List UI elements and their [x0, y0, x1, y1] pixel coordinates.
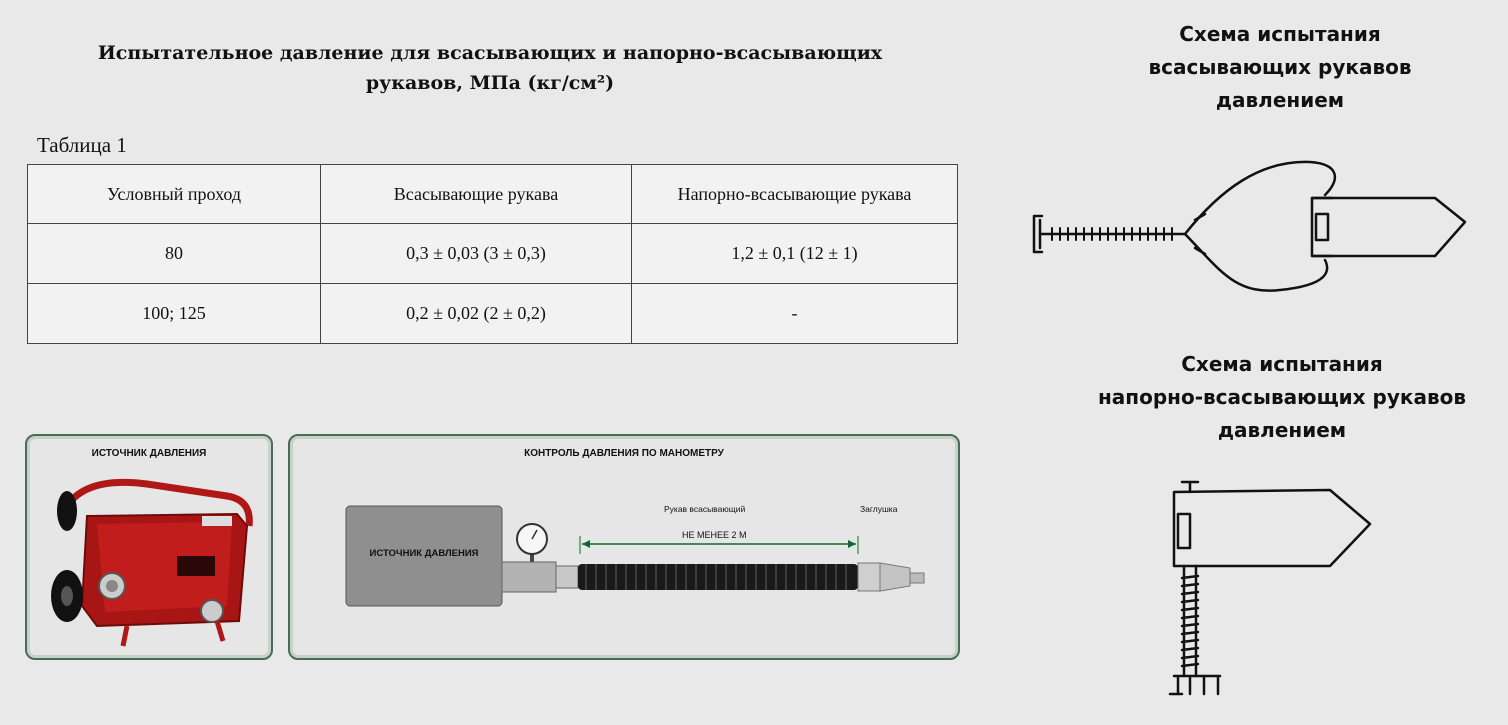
- scheme1-line-3: давлением: [1215, 88, 1345, 112]
- pressure-source-panel: [25, 434, 273, 660]
- pressure-table: [27, 164, 958, 344]
- hose-label: Рукав всасывающий: [664, 504, 746, 514]
- scheme1-line-1: Схема испытания: [1179, 22, 1381, 46]
- plug-label: Заглушка: [860, 504, 898, 514]
- header-cell: Напорно-всасывающие рукава: [632, 165, 958, 224]
- table-header-row: [28, 165, 958, 224]
- scheme1-line-2: всасывающих рукавов: [1148, 55, 1412, 79]
- title-line-2: рукавов, МПа (кг/см²): [365, 72, 615, 94]
- page-title: [40, 38, 940, 98]
- table-cell: 100; 125: [28, 284, 321, 344]
- length-label: НЕ МЕНЕЕ 2 М: [682, 530, 747, 540]
- table-cell: 80: [28, 224, 321, 284]
- table-row: [28, 224, 958, 284]
- scheme1-title: [1100, 18, 1460, 117]
- header-cell: Всасывающие рукава: [321, 165, 632, 224]
- panel-right-title: КОНТРОЛЬ ДАВЛЕНИЯ ПО МАНОМЕТРУ: [524, 448, 724, 459]
- pump-illustration: [27, 436, 271, 658]
- scheme2-title: [1072, 348, 1492, 447]
- source-box-label: ИСТОЧНИК ДАВЛЕНИЯ: [369, 548, 479, 559]
- scheme2-line-1: Схема испытания: [1181, 352, 1383, 376]
- scheme2-line-3: давлением: [1217, 418, 1347, 442]
- scheme2-diagram: [1160, 470, 1400, 710]
- scheme1-diagram: [1020, 150, 1500, 310]
- pressure-control-panel: [288, 434, 960, 660]
- header-cell: Условный проход: [28, 165, 321, 224]
- title-line-1: Испытательное давление для всасывающих и напорно-всасывающих: [97, 42, 883, 64]
- panel-left-title: ИСТОЧНИК ДАВЛЕНИЯ: [91, 448, 207, 459]
- table-cell: -: [632, 284, 958, 344]
- table-cell: 1,2 ± 0,1 (12 ± 1): [632, 224, 958, 284]
- table-row: [28, 284, 958, 344]
- test-setup-diagram: [290, 436, 958, 658]
- table-cell: 0,3 ± 0,03 (3 ± 0,3): [321, 224, 632, 284]
- scheme2-line-2: напорно-всасывающих рукавов: [1097, 385, 1467, 409]
- table-cell: 0,2 ± 0,02 (2 ± 0,2): [321, 284, 632, 344]
- table-caption: Таблица 1: [37, 133, 127, 157]
